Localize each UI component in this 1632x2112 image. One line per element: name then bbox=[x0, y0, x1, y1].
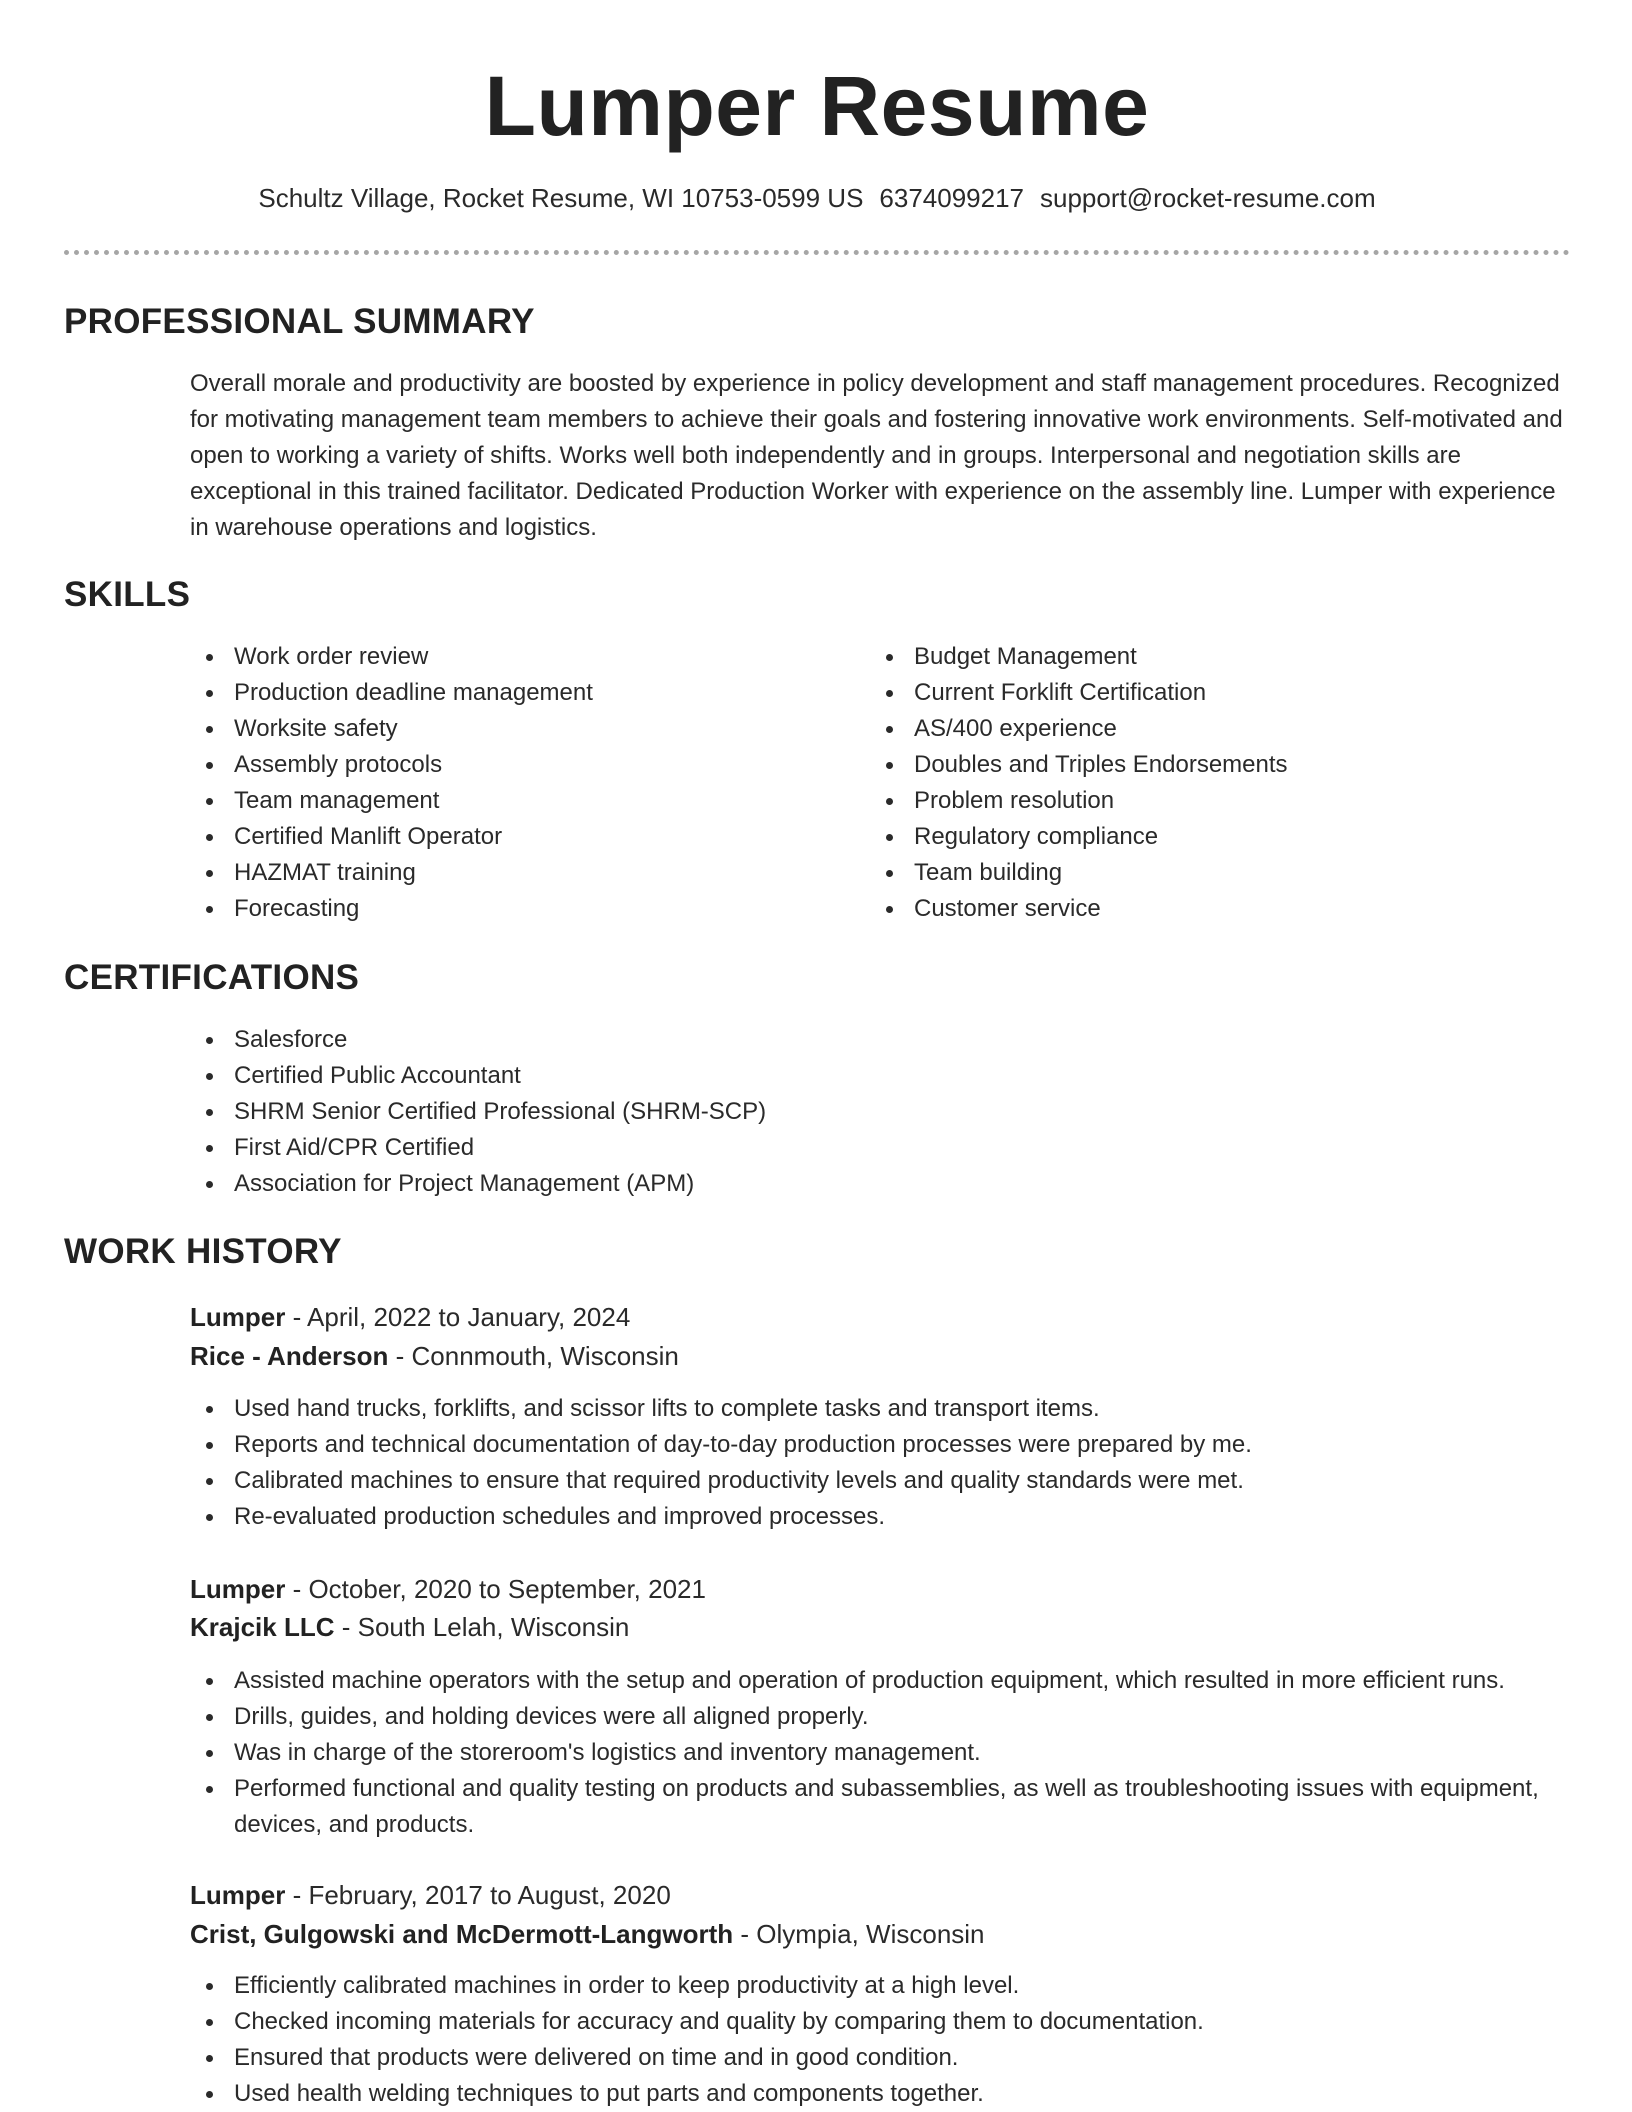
job-company-line bbox=[190, 1915, 985, 1953]
list-item: Association for Project Management (APM) bbox=[190, 1166, 1290, 1202]
job-title-line bbox=[190, 1570, 706, 1608]
list-item: Team building bbox=[870, 855, 1510, 891]
list-item: Assisted machine operators with the setup and operation of production equipment, which resulted in more efficient runs. bbox=[190, 1663, 1570, 1699]
skills-list-left bbox=[190, 639, 830, 927]
list-item: Certified Public Accountant bbox=[190, 1058, 1290, 1094]
list-item: Drills, guides, and holding devices were all aligned properly. bbox=[190, 1699, 1570, 1735]
list-item: Worksite safety bbox=[190, 711, 830, 747]
list-item: Performed functional and quality testing on products and subassemblies, as well as troubleshooting issues with equipment, devices, and products. bbox=[190, 1771, 1570, 1843]
list-item: Team management bbox=[190, 783, 830, 819]
header-divider bbox=[64, 250, 1570, 255]
job-title-line bbox=[190, 1298, 630, 1336]
contact-email[interactable]: support@rocket-resume.com bbox=[1040, 183, 1376, 213]
summary-heading: PROFESSIONAL SUMMARY bbox=[64, 302, 535, 341]
job-title-line bbox=[190, 1876, 671, 1914]
job-role: Lumper bbox=[190, 1302, 286, 1332]
job-role: Lumper bbox=[190, 1574, 286, 1604]
list-item: AS/400 experience bbox=[870, 711, 1510, 747]
list-item: Current Forklift Certification bbox=[870, 675, 1510, 711]
list-item: Used health welding techniques to put parts and components together. bbox=[190, 2076, 1570, 2112]
job-bullets bbox=[190, 1968, 1570, 2112]
list-item: Customer service bbox=[870, 891, 1510, 927]
list-item: First Aid/CPR Certified bbox=[190, 1130, 1290, 1166]
list-item: Forecasting bbox=[190, 891, 830, 927]
job-company-line bbox=[190, 1608, 629, 1646]
list-item: Regulatory compliance bbox=[870, 819, 1510, 855]
job-bullets bbox=[190, 1663, 1570, 1843]
list-item: Re-evaluated production schedules and improved processes. bbox=[190, 1499, 1570, 1535]
list-item: SHRM Senior Certified Professional (SHRM-SCP) bbox=[190, 1094, 1290, 1130]
job-location: - Connmouth, Wisconsin bbox=[388, 1341, 679, 1371]
list-item: Calibrated machines to ensure that required productivity levels and quality standards were met. bbox=[190, 1463, 1570, 1499]
list-item: Certified Manlift Operator bbox=[190, 819, 830, 855]
list-item: Used hand trucks, forklifts, and scissor lifts to complete tasks and transport items. bbox=[190, 1391, 1570, 1427]
job-dates: - April, 2022 to January, 2024 bbox=[285, 1302, 631, 1332]
job-role: Lumper bbox=[190, 1880, 286, 1910]
list-item: Budget Management bbox=[870, 639, 1510, 675]
certifications-list bbox=[190, 1022, 1290, 1202]
contact-line bbox=[64, 180, 1570, 216]
job-dates: - February, 2017 to August, 2020 bbox=[285, 1880, 671, 1910]
list-item: Doubles and Triples Endorsements bbox=[870, 747, 1510, 783]
job-company: Krajcik LLC bbox=[190, 1612, 335, 1642]
list-item: Was in charge of the storeroom's logistics and inventory management. bbox=[190, 1735, 1570, 1771]
list-item: Production deadline management bbox=[190, 675, 830, 711]
summary-text: Overall morale and productivity are boosted by experience in policy development and staff management procedures. Recognized for motivating management team members to achieve their goals and fostering innovative work environments. Self-motivated and open to working a variety of shifts. Works well both independently and in groups. Interpersonal and negotiation skills are exceptional in this trained facilitator. Dedicated Production Worker with experience on the assembly line. Lumper with experience in warehouse operations and logistics. bbox=[190, 370, 1563, 541]
list-item: Efficiently calibrated machines in order to keep productivity at a high level. bbox=[190, 1968, 1570, 2004]
certifications-heading: CERTIFICATIONS bbox=[64, 958, 360, 997]
work-history-heading: WORK HISTORY bbox=[64, 1232, 342, 1271]
job-location: - Olympia, Wisconsin bbox=[733, 1919, 985, 1949]
contact-address: Schultz Village, Rocket Resume, WI 10753-0599 US bbox=[258, 183, 864, 213]
job-dates: - October, 2020 to September, 2021 bbox=[285, 1574, 706, 1604]
job-company: Rice - Anderson bbox=[190, 1341, 389, 1371]
list-item: Work order review bbox=[190, 639, 830, 675]
list-item: Problem resolution bbox=[870, 783, 1510, 819]
job-company-line bbox=[190, 1337, 679, 1375]
job-bullets bbox=[190, 1391, 1570, 1535]
skills-list-right bbox=[870, 639, 1510, 927]
list-item: Checked incoming materials for accuracy and quality by comparing them to documentation. bbox=[190, 2004, 1570, 2040]
job-company: Crist, Gulgowski and McDermott-Langworth bbox=[190, 1919, 734, 1949]
resume-name: Lumper Resume bbox=[484, 59, 1150, 153]
list-item: Ensured that products were delivered on time and in good condition. bbox=[190, 2040, 1570, 2076]
contact-phone: 6374099217 bbox=[879, 183, 1025, 213]
skills-heading: SKILLS bbox=[64, 575, 191, 614]
list-item: Reports and technical documentation of day-to-day production processes were prepared by me. bbox=[190, 1427, 1570, 1463]
job-location: - South Lelah, Wisconsin bbox=[334, 1612, 630, 1642]
list-item: HAZMAT training bbox=[190, 855, 830, 891]
list-item: Salesforce bbox=[190, 1022, 1290, 1058]
list-item: Assembly protocols bbox=[190, 747, 830, 783]
